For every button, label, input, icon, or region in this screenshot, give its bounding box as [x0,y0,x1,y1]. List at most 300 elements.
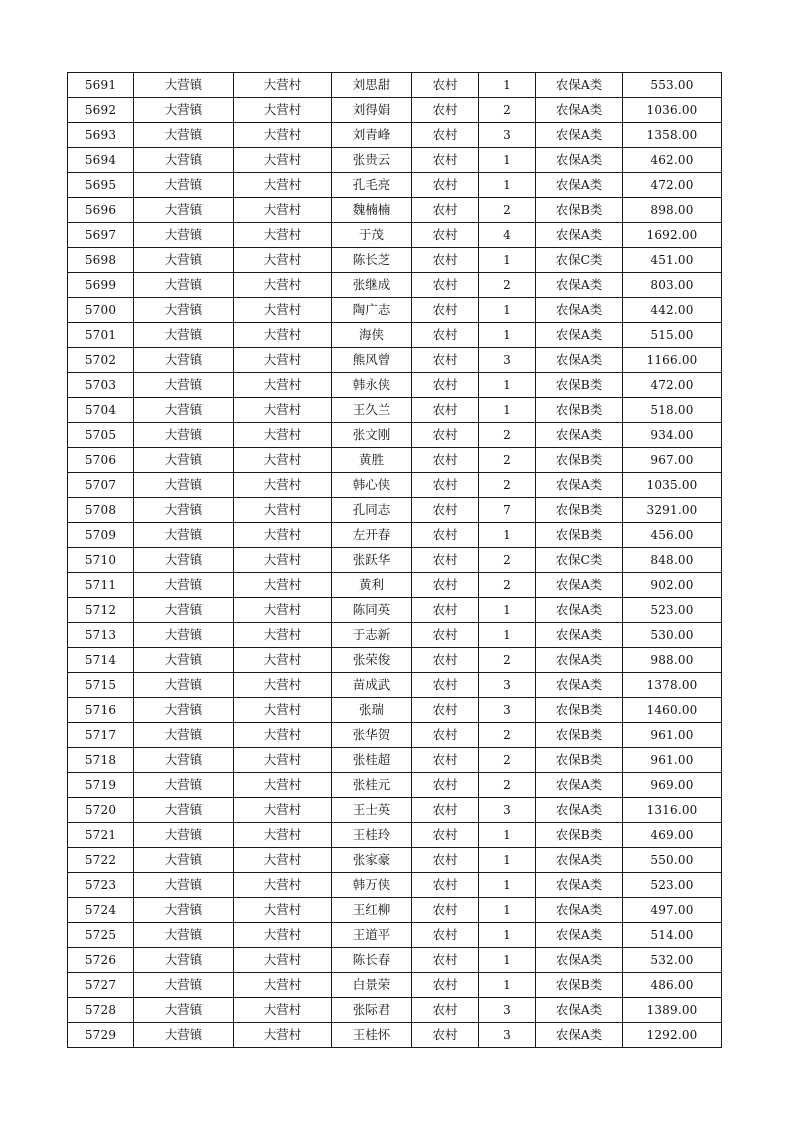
table-row [68,1023,722,1048]
household-count-cell: 2 [479,423,536,448]
household-count-cell: 1 [479,298,536,323]
insurance-category-cell: 农保B类 [536,698,623,723]
area-type-cell: 农村 [412,573,479,598]
person-name-cell: 于茂 [332,223,412,248]
serial-number-cell: 5693 [68,123,134,148]
household-count-cell: 2 [479,273,536,298]
village-cell: 大营村 [234,398,332,423]
table-row [68,498,722,523]
person-name-cell: 刘得娟 [332,98,412,123]
insurance-category-cell: 农保A类 [536,623,623,648]
household-count-cell: 2 [479,548,536,573]
serial-number-cell: 5705 [68,423,134,448]
person-name-cell: 孔毛亮 [332,173,412,198]
serial-number-cell: 5697 [68,223,134,248]
town-cell: 大营镇 [134,298,234,323]
table-row [68,598,722,623]
town-cell: 大营镇 [134,948,234,973]
town-cell: 大营镇 [134,873,234,898]
person-name-cell: 陈长春 [332,948,412,973]
insurance-category-cell: 农保A类 [536,298,623,323]
household-count-cell: 2 [479,448,536,473]
village-cell: 大营村 [234,373,332,398]
village-cell: 大营村 [234,148,332,173]
serial-number-cell: 5694 [68,148,134,173]
village-cell: 大营村 [234,748,332,773]
area-type-cell: 农村 [412,398,479,423]
person-name-cell: 张桂超 [332,748,412,773]
table-row [68,923,722,948]
table-row [68,148,722,173]
table-row [68,798,722,823]
table-row [68,698,722,723]
village-cell: 大营村 [234,523,332,548]
area-type-cell: 农村 [412,798,479,823]
town-cell: 大营镇 [134,923,234,948]
area-type-cell: 农村 [412,98,479,123]
insurance-category-cell: 农保B类 [536,748,623,773]
household-count-cell: 1 [479,623,536,648]
town-cell: 大营镇 [134,173,234,198]
village-cell: 大营村 [234,448,332,473]
person-name-cell: 王道平 [332,923,412,948]
table-row [68,773,722,798]
household-count-cell: 2 [479,573,536,598]
village-cell: 大营村 [234,1023,332,1048]
amount-cell: 1036.00 [623,98,722,123]
household-count-cell: 2 [479,648,536,673]
town-cell: 大营镇 [134,498,234,523]
table-row [68,873,722,898]
village-cell: 大营村 [234,98,332,123]
serial-number-cell: 5703 [68,373,134,398]
village-cell: 大营村 [234,848,332,873]
person-name-cell: 苗成武 [332,673,412,698]
insurance-category-cell: 农保A类 [536,73,623,98]
town-cell: 大营镇 [134,148,234,173]
insurance-category-cell: 农保A类 [536,273,623,298]
table-row [68,548,722,573]
household-count-cell: 1 [479,973,536,998]
town-cell: 大营镇 [134,198,234,223]
amount-cell: 988.00 [623,648,722,673]
insurance-category-cell: 农保A类 [536,573,623,598]
table-row [68,398,722,423]
area-type-cell: 农村 [412,498,479,523]
person-name-cell: 王士英 [332,798,412,823]
serial-number-cell: 5727 [68,973,134,998]
insurance-category-cell: 农保B类 [536,398,623,423]
village-cell: 大营村 [234,723,332,748]
village-cell: 大营村 [234,698,332,723]
household-count-cell: 2 [479,723,536,748]
serial-number-cell: 5724 [68,898,134,923]
town-cell: 大营镇 [134,998,234,1023]
person-name-cell: 张荣俊 [332,648,412,673]
table-row [68,123,722,148]
town-cell: 大营镇 [134,123,234,148]
village-cell: 大营村 [234,923,332,948]
person-name-cell: 魏楠楠 [332,198,412,223]
table-row [68,173,722,198]
amount-cell: 472.00 [623,173,722,198]
serial-number-cell: 5695 [68,173,134,198]
town-cell: 大营镇 [134,473,234,498]
person-name-cell: 张跃华 [332,548,412,573]
village-cell: 大营村 [234,298,332,323]
town-cell: 大营镇 [134,973,234,998]
serial-number-cell: 5707 [68,473,134,498]
amount-cell: 969.00 [623,773,722,798]
person-name-cell: 陶广志 [332,298,412,323]
amount-cell: 1166.00 [623,348,722,373]
insurance-category-cell: 农保B类 [536,498,623,523]
serial-number-cell: 5692 [68,98,134,123]
table-row [68,948,722,973]
serial-number-cell: 5699 [68,273,134,298]
amount-cell: 514.00 [623,923,722,948]
town-cell: 大营镇 [134,623,234,648]
town-cell: 大营镇 [134,423,234,448]
amount-cell: 486.00 [623,973,722,998]
town-cell: 大营镇 [134,598,234,623]
person-name-cell: 张文刚 [332,423,412,448]
village-cell: 大营村 [234,998,332,1023]
person-name-cell: 韩心侠 [332,473,412,498]
area-type-cell: 农村 [412,848,479,873]
serial-number-cell: 5715 [68,673,134,698]
area-type-cell: 农村 [412,773,479,798]
town-cell: 大营镇 [134,723,234,748]
person-name-cell: 张桂元 [332,773,412,798]
insurance-category-cell: 农保A类 [536,598,623,623]
serial-number-cell: 5708 [68,498,134,523]
town-cell: 大营镇 [134,773,234,798]
person-name-cell: 王红柳 [332,898,412,923]
serial-number-cell: 5729 [68,1023,134,1048]
area-type-cell: 农村 [412,923,479,948]
household-count-cell: 7 [479,498,536,523]
area-type-cell: 农村 [412,273,479,298]
amount-cell: 1692.00 [623,223,722,248]
area-type-cell: 农村 [412,523,479,548]
town-cell: 大营镇 [134,248,234,273]
person-name-cell: 于志新 [332,623,412,648]
village-cell: 大营村 [234,673,332,698]
insurance-category-cell: 农保C类 [536,548,623,573]
town-cell: 大营镇 [134,373,234,398]
table-row [68,348,722,373]
person-name-cell: 王桂怀 [332,1023,412,1048]
area-type-cell: 农村 [412,148,479,173]
town-cell: 大营镇 [134,223,234,248]
household-count-cell: 1 [479,823,536,848]
area-type-cell: 农村 [412,748,479,773]
table-row [68,648,722,673]
table-row [68,248,722,273]
area-type-cell: 农村 [412,223,479,248]
amount-cell: 1358.00 [623,123,722,148]
area-type-cell: 农村 [412,648,479,673]
amount-cell: 934.00 [623,423,722,448]
area-type-cell: 农村 [412,198,479,223]
person-name-cell: 孔同志 [332,498,412,523]
insurance-category-cell: 农保A类 [536,873,623,898]
table-row [68,723,722,748]
serial-number-cell: 5710 [68,548,134,573]
person-name-cell: 白景荣 [332,973,412,998]
town-cell: 大营镇 [134,523,234,548]
town-cell: 大营镇 [134,798,234,823]
area-type-cell: 农村 [412,423,479,448]
area-type-cell: 农村 [412,323,479,348]
insurance-category-cell: 农保B类 [536,523,623,548]
village-cell: 大营村 [234,223,332,248]
table-row [68,523,722,548]
person-name-cell: 刘思甜 [332,73,412,98]
person-name-cell: 张继成 [332,273,412,298]
table-row [68,573,722,598]
household-count-cell: 2 [479,198,536,223]
serial-number-cell: 5719 [68,773,134,798]
insurance-category-cell: 农保A类 [536,648,623,673]
table-row [68,823,722,848]
area-type-cell: 农村 [412,698,479,723]
person-name-cell: 陈长芝 [332,248,412,273]
serial-number-cell: 5720 [68,798,134,823]
household-count-cell: 1 [479,323,536,348]
amount-cell: 1378.00 [623,673,722,698]
serial-number-cell: 5718 [68,748,134,773]
area-type-cell: 农村 [412,898,479,923]
village-cell: 大营村 [234,73,332,98]
roster-table-body [68,73,722,1048]
village-cell: 大营村 [234,323,332,348]
area-type-cell: 农村 [412,598,479,623]
serial-number-cell: 5712 [68,598,134,623]
person-name-cell: 陈同英 [332,598,412,623]
person-name-cell: 张瑞 [332,698,412,723]
table-row [68,473,722,498]
table-row [68,973,722,998]
village-cell: 大营村 [234,623,332,648]
household-count-cell: 1 [479,523,536,548]
area-type-cell: 农村 [412,873,479,898]
household-count-cell: 2 [479,773,536,798]
amount-cell: 532.00 [623,948,722,973]
household-count-cell: 3 [479,698,536,723]
amount-cell: 553.00 [623,73,722,98]
town-cell: 大营镇 [134,448,234,473]
household-count-cell: 2 [479,748,536,773]
amount-cell: 451.00 [623,248,722,273]
table-row [68,898,722,923]
amount-cell: 961.00 [623,723,722,748]
insurance-category-cell: 农保A类 [536,848,623,873]
insurance-category-cell: 农保A类 [536,98,623,123]
household-count-cell: 1 [479,373,536,398]
person-name-cell: 张华贺 [332,723,412,748]
serial-number-cell: 5698 [68,248,134,273]
village-cell: 大营村 [234,573,332,598]
serial-number-cell: 5711 [68,573,134,598]
serial-number-cell: 5723 [68,873,134,898]
amount-cell: 967.00 [623,448,722,473]
village-cell: 大营村 [234,823,332,848]
amount-cell: 961.00 [623,748,722,773]
area-type-cell: 农村 [412,173,479,198]
household-count-cell: 1 [479,898,536,923]
area-type-cell: 农村 [412,973,479,998]
person-name-cell: 刘青峰 [332,123,412,148]
person-name-cell: 王久兰 [332,398,412,423]
village-cell: 大营村 [234,648,332,673]
area-type-cell: 农村 [412,73,479,98]
person-name-cell: 海侠 [332,323,412,348]
insurance-category-cell: 农保A类 [536,673,623,698]
household-count-cell: 1 [479,248,536,273]
serial-number-cell: 5726 [68,948,134,973]
household-count-cell: 3 [479,123,536,148]
town-cell: 大营镇 [134,548,234,573]
serial-number-cell: 5728 [68,998,134,1023]
household-count-cell: 4 [479,223,536,248]
household-count-cell: 3 [479,673,536,698]
area-type-cell: 农村 [412,123,479,148]
table-row [68,223,722,248]
area-type-cell: 农村 [412,448,479,473]
household-count-cell: 2 [479,473,536,498]
town-cell: 大营镇 [134,323,234,348]
serial-number-cell: 5704 [68,398,134,423]
amount-cell: 462.00 [623,148,722,173]
amount-cell: 456.00 [623,523,722,548]
table-row [68,623,722,648]
village-cell: 大营村 [234,123,332,148]
village-cell: 大营村 [234,598,332,623]
table-row [68,998,722,1023]
amount-cell: 523.00 [623,598,722,623]
area-type-cell: 农村 [412,248,479,273]
person-name-cell: 左开春 [332,523,412,548]
serial-number-cell: 5709 [68,523,134,548]
amount-cell: 1460.00 [623,698,722,723]
table-row [68,373,722,398]
household-count-cell: 3 [479,998,536,1023]
village-cell: 大营村 [234,473,332,498]
insurance-category-cell: 农保A类 [536,998,623,1023]
household-count-cell: 1 [479,73,536,98]
household-count-cell: 1 [479,173,536,198]
household-count-cell: 1 [479,873,536,898]
town-cell: 大营镇 [134,673,234,698]
serial-number-cell: 5721 [68,823,134,848]
village-cell: 大营村 [234,498,332,523]
table-row [68,848,722,873]
household-count-cell: 1 [479,148,536,173]
insurance-category-cell: 农保B类 [536,373,623,398]
person-name-cell: 张家豪 [332,848,412,873]
town-cell: 大营镇 [134,698,234,723]
town-cell: 大营镇 [134,648,234,673]
amount-cell: 1316.00 [623,798,722,823]
town-cell: 大营镇 [134,848,234,873]
insurance-category-cell: 农保A类 [536,898,623,923]
serial-number-cell: 5696 [68,198,134,223]
insurance-category-cell: 农保B类 [536,723,623,748]
village-cell: 大营村 [234,898,332,923]
village-cell: 大营村 [234,173,332,198]
village-cell: 大营村 [234,773,332,798]
table-row [68,673,722,698]
town-cell: 大营镇 [134,898,234,923]
village-cell: 大营村 [234,198,332,223]
amount-cell: 3291.00 [623,498,722,523]
amount-cell: 523.00 [623,873,722,898]
insurance-category-cell: 农保A类 [536,473,623,498]
amount-cell: 1035.00 [623,473,722,498]
serial-number-cell: 5691 [68,73,134,98]
insurance-category-cell: 农保A类 [536,948,623,973]
table-row [68,423,722,448]
area-type-cell: 农村 [412,823,479,848]
insurance-category-cell: 农保A类 [536,123,623,148]
amount-cell: 497.00 [623,898,722,923]
table-row [68,323,722,348]
household-count-cell: 3 [479,798,536,823]
insurance-category-cell: 农保A类 [536,173,623,198]
amount-cell: 550.00 [623,848,722,873]
town-cell: 大营镇 [134,1023,234,1048]
household-count-cell: 3 [479,1023,536,1048]
town-cell: 大营镇 [134,573,234,598]
household-count-cell: 1 [479,948,536,973]
insurance-category-cell: 农保A类 [536,773,623,798]
village-cell: 大营村 [234,248,332,273]
table-row [68,273,722,298]
area-type-cell: 农村 [412,548,479,573]
serial-number-cell: 5725 [68,923,134,948]
person-name-cell: 黄胜 [332,448,412,473]
amount-cell: 442.00 [623,298,722,323]
village-cell: 大营村 [234,273,332,298]
town-cell: 大营镇 [134,398,234,423]
insurance-category-cell: 农保C类 [536,248,623,273]
household-count-cell: 2 [479,98,536,123]
town-cell: 大营镇 [134,73,234,98]
area-type-cell: 农村 [412,623,479,648]
serial-number-cell: 5701 [68,323,134,348]
serial-number-cell: 5716 [68,698,134,723]
area-type-cell: 农村 [412,1023,479,1048]
household-count-cell: 1 [479,848,536,873]
insurance-category-cell: 农保B类 [536,823,623,848]
village-cell: 大营村 [234,948,332,973]
area-type-cell: 农村 [412,998,479,1023]
insurance-category-cell: 农保B类 [536,973,623,998]
table-row [68,98,722,123]
amount-cell: 518.00 [623,398,722,423]
amount-cell: 469.00 [623,823,722,848]
insurance-category-cell: 农保A类 [536,223,623,248]
amount-cell: 1292.00 [623,1023,722,1048]
amount-cell: 898.00 [623,198,722,223]
insurance-category-cell: 农保B类 [536,198,623,223]
area-type-cell: 农村 [412,673,479,698]
table-row [68,448,722,473]
serial-number-cell: 5700 [68,298,134,323]
village-cell: 大营村 [234,873,332,898]
